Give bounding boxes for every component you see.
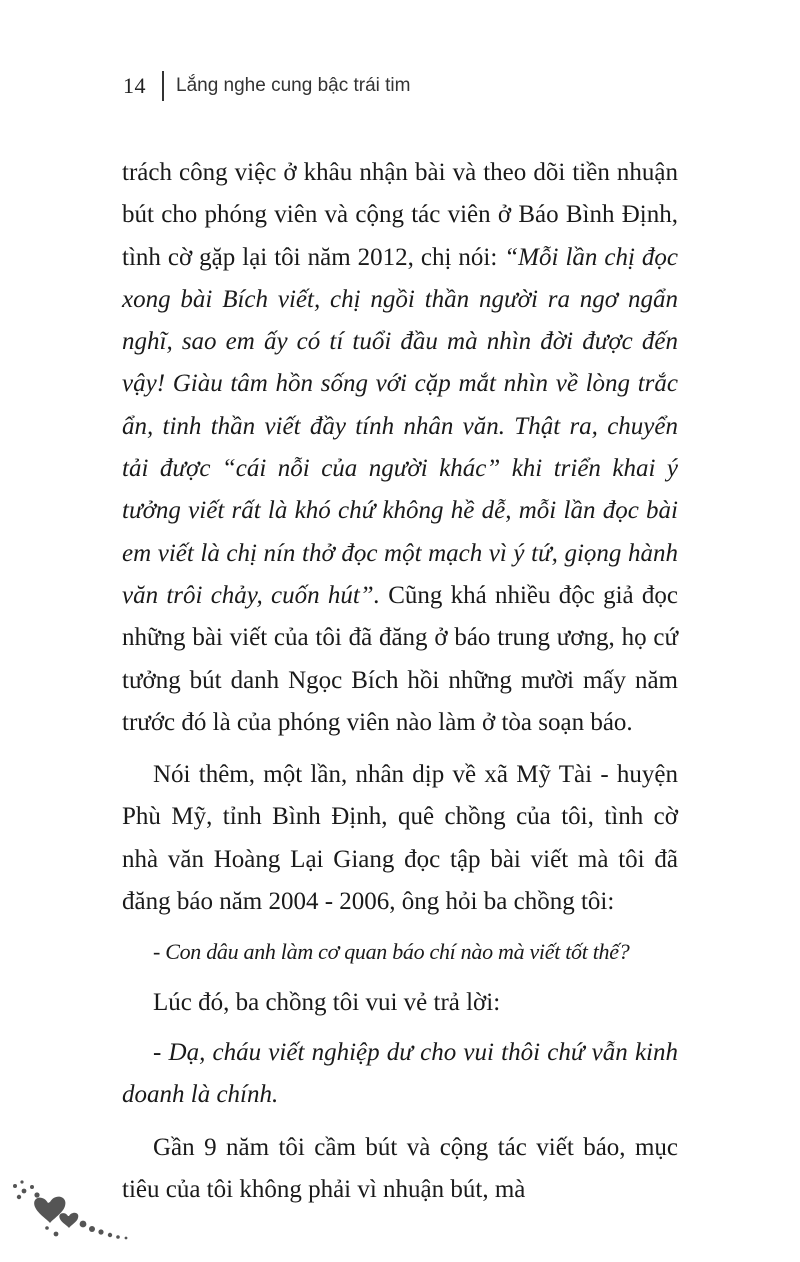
paragraph-6: Gần 9 năm tôi cầm bút và cộng tác viết báo, mục tiêu của tôi không phải vì nhuận bút, mà bbox=[122, 1133, 678, 1203]
paragraph-1-text: trách công việc ở khâu nhận bài và theo dõi tiền nhuận bút cho phóng viên và cộng tác viên ở Báo Bình Định, tình cờ gặp lại tôi năm 2012, chị nói: bbox=[122, 159, 678, 271]
dialog-question: - Con dâu anh làm cơ quan báo chí nào mà viết tốt thế? bbox=[153, 939, 630, 965]
paragraph-1-quote: “Mỗi lần chị đọc xong bài Bích viết, chị ngồi thần người ra ngơ ngẩn nghĩ, sao em ấy có tí tuổi đầu mà nhìn đời được đến vậy! Giàu tâm hồn sống với cặp mắt nhìn về lòng trắc ẩn, tinh thần viết đầy tính nhân văn. Thật ra, chuyển tải được “cái nỗi của người khác” khi triển khai ý tưởng viết rất là khó chứ không hề dễ, mỗi lần đọc bài em viết là chị nín thở đọc một mạch vì ý tứ, giọng hành văn trôi chảy, cuốn hút”. bbox=[122, 243, 678, 609]
paragraph-1 bbox=[122, 152, 678, 744]
paragraph-2: Nói thêm, một lần, nhân dịp về xã Mỹ Tài - huyện Phù Mỹ, tỉnh Bình Định, quê chồng của tôi, tình cờ nhà văn Hoàng Lại Giang đọc tập bài viết mà tôi đã đăng báo năm 2004 - 2006, ông hỏi ba chồng tôi: bbox=[122, 761, 678, 916]
paragraph-1-text-cont: Cũng khá nhiều độc giả đọc những bài viết của tôi đã đăng ở báo trung ương, họ cứ tưởng bút danh Ngọc Bích hồi những mười mấy năm trước đó là của phóng viên nào làm ở tòa soạn báo. bbox=[122, 581, 678, 736]
page-header bbox=[123, 66, 411, 106]
body-text bbox=[122, 152, 678, 1211]
header-divider bbox=[162, 71, 164, 101]
paragraph-4: Lúc đó, ba chồng tôi vui vẻ trả lời: bbox=[153, 988, 501, 1016]
hearts-ornament-icon bbox=[10, 1176, 140, 1256]
dialog-answer: - Dạ, cháu viết nghiệp dư cho vui thôi chứ vẫn kinh doanh là chính. bbox=[122, 1038, 678, 1109]
page-number: 14 bbox=[123, 73, 146, 98]
running-title: Lắng nghe cung bậc trái tim bbox=[176, 75, 411, 96]
